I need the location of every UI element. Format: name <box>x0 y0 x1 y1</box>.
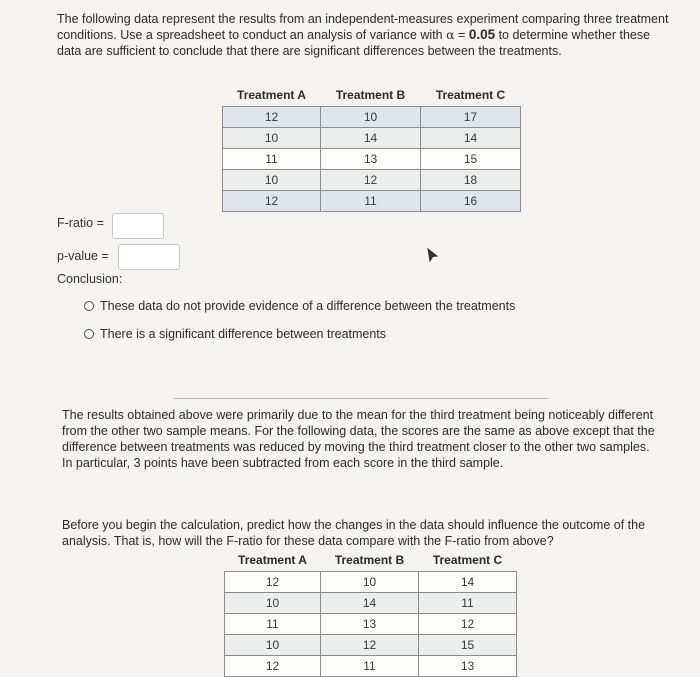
alpha-value: 0.05 <box>468 27 496 42</box>
table-cell: 13 <box>419 656 517 677</box>
f-ratio-input[interactable] <box>112 213 164 239</box>
radio-button[interactable] <box>84 329 94 339</box>
problem-intro <box>57 11 669 59</box>
table-row <box>223 191 521 212</box>
header-treatment-a: Treatment A <box>238 553 307 567</box>
table-cell: 18 <box>421 170 521 191</box>
table-cell: 10 <box>225 593 321 614</box>
header-treatment-b: Treatment B <box>335 88 406 102</box>
table-row <box>223 107 521 128</box>
table-cell: 11 <box>223 149 321 170</box>
table-cell: 15 <box>421 149 521 170</box>
table-row <box>223 170 521 191</box>
table-header-row <box>225 549 517 572</box>
header-treatment-b: Treatment B <box>334 553 405 567</box>
conclusion-label: Conclusion: <box>57 272 123 286</box>
conclusion-option-significant[interactable] <box>84 327 386 341</box>
header-treatment-c: Treatment C <box>432 553 503 567</box>
section-divider <box>174 398 548 399</box>
table-cell: 12 <box>419 614 517 635</box>
table-row <box>225 572 517 593</box>
intro-text-after: to determine whether these data are sufficient to conclude that there are significant differences between the treatments. <box>57 28 651 58</box>
table-cell: 10 <box>321 572 419 593</box>
table-cell: 10 <box>223 170 321 191</box>
p-value-input[interactable] <box>118 244 180 270</box>
table-cell: 11 <box>321 191 421 212</box>
alpha-symbol: α <box>446 27 455 42</box>
table-cell: 14 <box>421 128 521 149</box>
option-label: There is a significant difference between treatments <box>100 327 387 341</box>
option-label: These data do not provide evidence of a difference between the treatments <box>100 299 516 313</box>
table-cell: 11 <box>419 593 517 614</box>
table-row <box>225 656 517 677</box>
table-row <box>225 614 517 635</box>
data-table-2 <box>224 549 517 677</box>
table-cell: 14 <box>419 572 517 593</box>
table-row <box>225 635 517 656</box>
table-row <box>223 128 521 149</box>
table-cell: 13 <box>321 614 419 635</box>
equals-sign: = <box>454 28 469 42</box>
table-cell: 12 <box>223 107 321 128</box>
table-cell: 17 <box>421 107 521 128</box>
p-value-label: p-value = <box>57 249 109 263</box>
radio-button[interactable] <box>84 301 94 311</box>
table-cell: 10 <box>225 635 321 656</box>
table-cell: 16 <box>421 191 521 212</box>
mouse-cursor-icon <box>427 248 439 264</box>
table-cell: 12 <box>321 635 419 656</box>
header-treatment-c: Treatment C <box>435 88 506 102</box>
table-cell: 13 <box>321 149 421 170</box>
table-cell: 15 <box>419 635 517 656</box>
table-cell: 12 <box>223 191 321 212</box>
table-cell: 12 <box>225 656 321 677</box>
conclusion-option-no-difference[interactable] <box>84 299 515 313</box>
table-cell: 12 <box>225 572 321 593</box>
table-cell: 10 <box>223 128 321 149</box>
table-row <box>225 593 517 614</box>
intro-text-before: The following data represent the results from an independent-measures experiment comparing three treatment conditions. Use a spreadsheet to conduct an analysis of variance with <box>57 12 669 42</box>
table-row <box>223 149 521 170</box>
header-treatment-a: Treatment A <box>237 88 306 102</box>
table-header-row <box>223 84 521 107</box>
f-ratio-label: F-ratio = <box>57 216 104 230</box>
table-cell: 14 <box>321 593 419 614</box>
table-cell: 11 <box>321 656 419 677</box>
data-table-1 <box>222 84 521 212</box>
table-cell: 11 <box>225 614 321 635</box>
table-cell: 10 <box>321 107 421 128</box>
followup-paragraph: The results obtained above were primarily due to the mean for the third treatment being noticeably different from the other two sample means. For the following data, the scores are the same as above except that the difference between treatments was reduced by moving the third treatment closer to the other two samples. In particular, 3 points have been subtracted from each score in the third sample. <box>62 408 655 470</box>
table-cell: 12 <box>321 170 421 191</box>
prediction-paragraph: Before you begin the calculation, predict how the changes in the data should influence the outcome of the analysis. That is, how will the F-ratio for these data compare with the F-ratio from above? <box>62 518 646 548</box>
table-cell: 14 <box>321 128 421 149</box>
